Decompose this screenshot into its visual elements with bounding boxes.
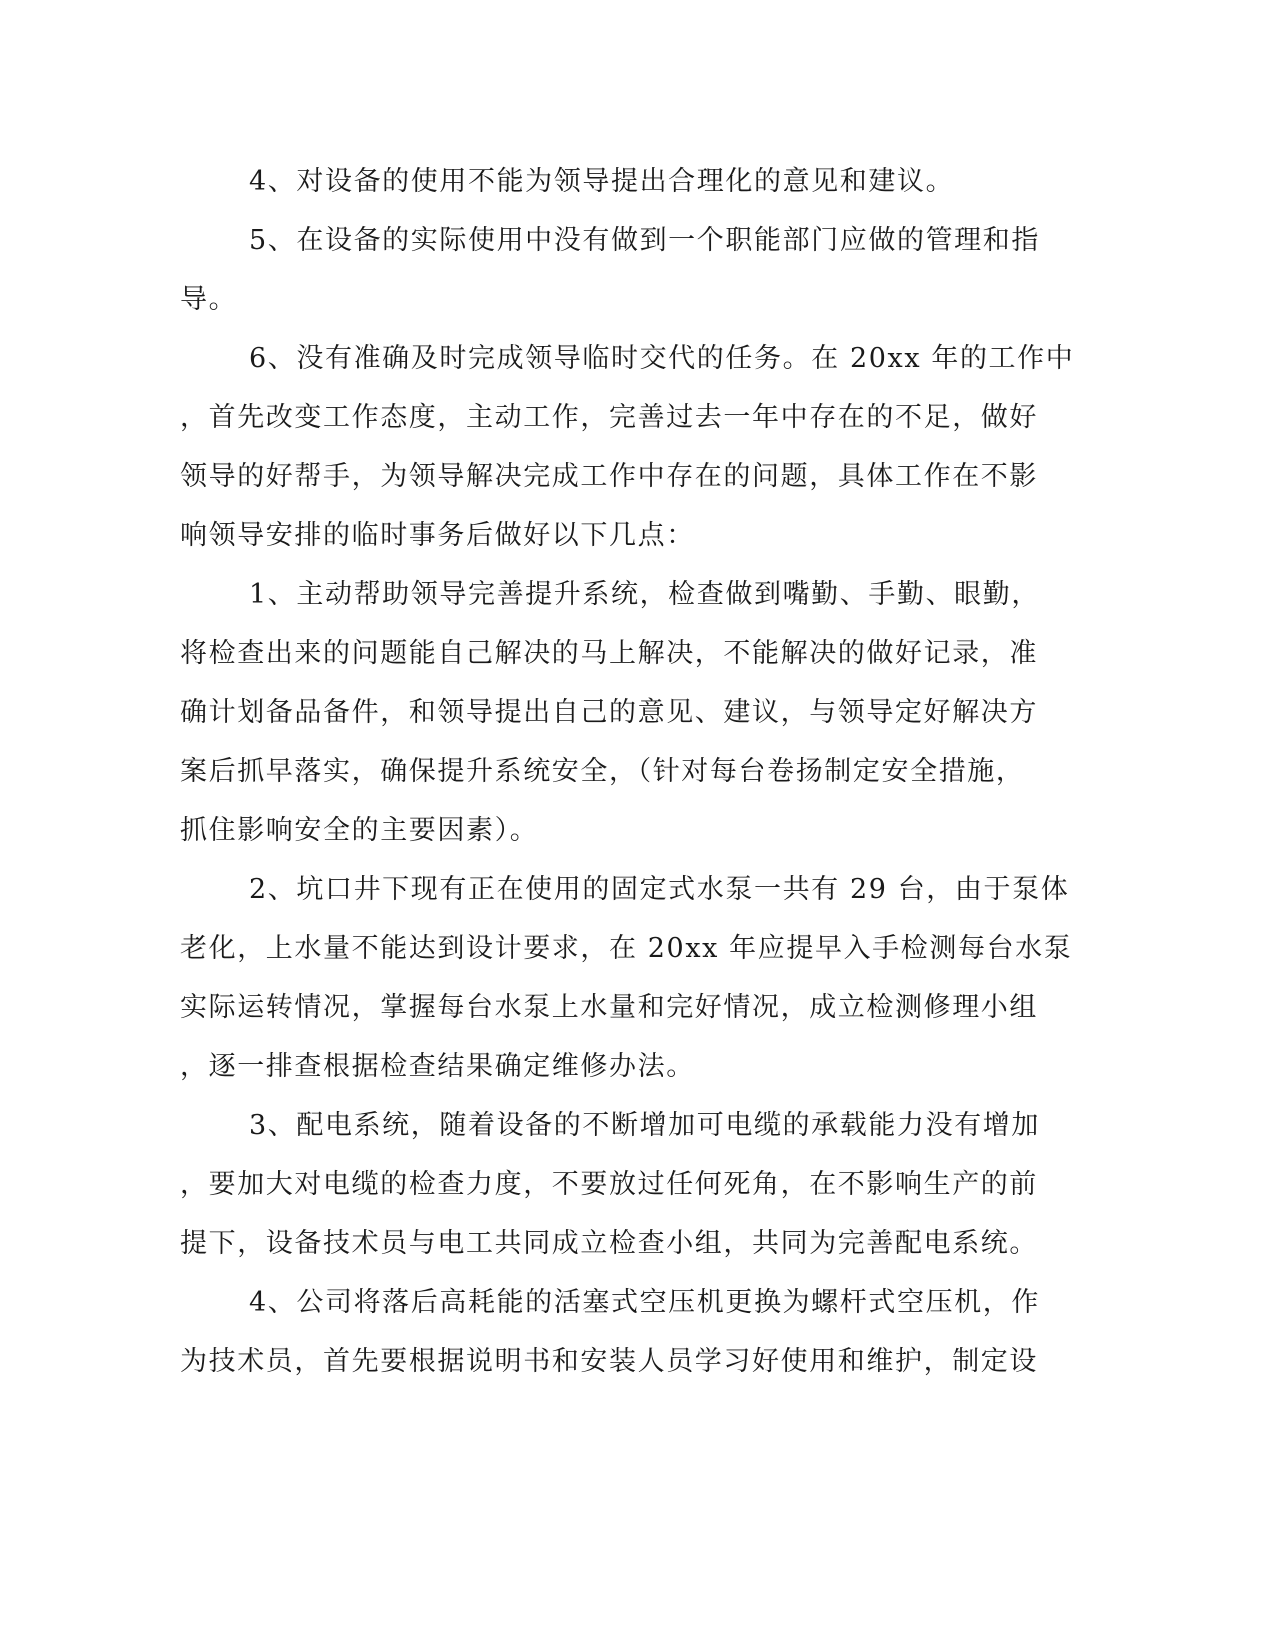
- text-line: 6、没有准确及时完成领导临时交代的任务。在 20xx 年的工作中: [249, 343, 1075, 374]
- text-line: 将检查出来的问题能自己解决的马上解决，不能解决的做好记录，准: [180, 638, 1038, 669]
- text-line: 4、对设备的使用不能为领导提出合理化的意见和建议。: [249, 166, 955, 197]
- text-line: 导。: [180, 284, 238, 315]
- text-line: ，首先改变工作态度，主动工作，完善过去一年中存在的不足，做好: [180, 402, 1038, 433]
- text-line: 5、在设备的实际使用中没有做到一个职能部门应做的管理和指: [249, 225, 1040, 256]
- text-line: 为技术员，首先要根据说明书和安装人员学习好使用和维护，制定设: [180, 1346, 1038, 1377]
- text-line: 领导的好帮手，为领导解决完成工作中存在的问题，具体工作在不影: [180, 461, 1038, 492]
- text-line: 案后抓早落实，确保提升系统安全，（针对每台卷扬制定安全措施，: [180, 756, 1025, 787]
- text-line: 1、主动帮助领导完善提升系统，检查做到嘴勤、手勤、眼勤，: [249, 579, 1040, 610]
- text-line: 抓住影响安全的主要因素）。: [180, 815, 539, 846]
- text-line: 3、配电系统，随着设备的不断增加可电缆的承载能力没有增加: [249, 1110, 1040, 1141]
- text-line: 实际运转情况，掌握每台水泵上水量和完好情况，成立检测修理小组: [180, 992, 1038, 1023]
- text-line: 2、坑口井下现有正在使用的固定式水泵一共有 29 台，由于泵体: [249, 874, 1070, 905]
- text-line: 提下，设备技术员与电工共同成立检查小组，共同为完善配电系统。: [180, 1228, 1038, 1259]
- text-line: 老化，上水量不能达到设计要求，在 20xx 年应提早入手检测每台水泵: [180, 933, 1073, 964]
- text-line: 4、公司将落后高耗能的活塞式空压机更换为螺杆式空压机，作: [249, 1287, 1040, 1318]
- text-line: ，要加大对电缆的检查力度，不要放过任何死角，在不影响生产的前: [180, 1169, 1038, 1200]
- text-line: 响领导安排的临时事务后做好以下几点：: [180, 520, 695, 551]
- text-line: ，逐一排查根据检查结果确定维修办法。: [180, 1051, 695, 1082]
- text-line: 确计划备品备件，和领导提出自己的意见、建议，与领导定好解决方: [180, 697, 1038, 728]
